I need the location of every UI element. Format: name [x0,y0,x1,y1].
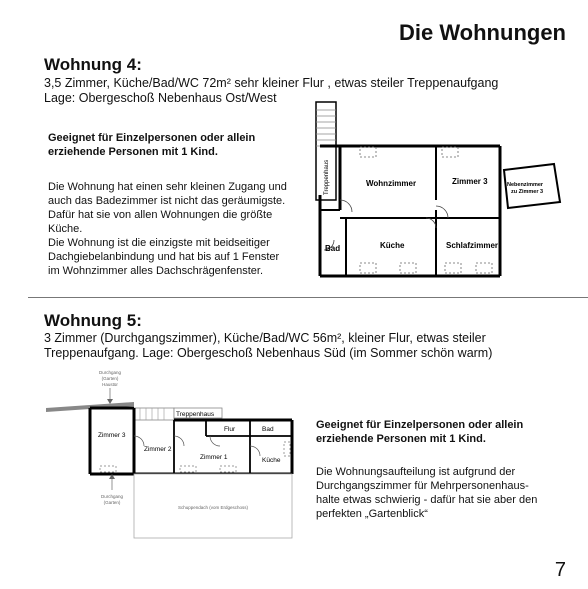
description-line: Dachgiebelanbindung und hat bis auf 1 Fenster [48,251,280,263]
roof-windows [360,147,492,273]
plan-label-kueche: Küche [380,241,405,250]
description-line: Die Wohnungsaufteilung ist aufgrund der [316,466,516,478]
arrow-top-head [107,399,113,404]
plan-label-bad-w5: Bad [262,426,274,433]
wohnung4-description [48,180,287,278]
plan-label-durchgang-top: Durchgang [98,370,122,375]
wohnung4-suitability-2: erziehende Personen mit 1 Kind. [48,146,218,158]
wohnung4-summary: 3,5 Zimmer, Küche/Bad/WC 72m² sehr kleiner Flur , etwas steiler Treppenaufgang [44,76,499,90]
wohnung4-heading: Wohnung 4: [44,55,142,74]
plan-label-zimmer2: Zimmer 2 [144,446,172,453]
plan-label-flur: Flur [224,426,236,433]
plan-label-treppenhaus-w5: Treppenhaus [176,411,215,418]
description-line: perfekten „Gartenblick“ [316,508,428,520]
plan-label-bad: Bad [325,244,341,253]
wohnung4-suitability-1: Geeignet für Einzelpersonen oder allein [48,132,256,144]
plan-label-zimmer3: Zimmer 3 [452,177,488,186]
plan-label-wohnzimmer: Wohnzimmer [366,179,417,188]
page-number: 7 [554,559,566,581]
wohnung4-floorplan [300,100,568,290]
wohnung5-suitability-2: erziehende Personen mit 1 Kind. [316,433,486,445]
plan-label-haustuer: Haustür [102,382,118,387]
plan-label-garten-top: (Garten) [101,376,119,381]
wohnung5-description [316,465,537,521]
wohnung4-location: Lage: Obergeschoß Nebenhaus Ost/West [44,91,277,105]
description-line: auch das Badezimmer ist nicht das geräumigste. [48,195,286,207]
plan-label-schlafzimmer: Schlafzimmer [446,241,499,250]
plan-label-zimmer3-w5: Zimmer 3 [98,432,126,439]
description-line: Küche. [48,223,83,235]
plan-label-treppenhaus: Treppenhaus [324,159,330,195]
wohnung5-heading: Wohnung 5: [44,311,142,330]
page-title: Die Wohnungen [398,20,566,45]
inner-walls [320,146,500,276]
description-line: Durchgangszimmer für Mehrpersonenhaus- [316,480,529,492]
description-line: Die Wohnung hat einen sehr kleinen Zugang und [48,181,287,193]
plan-label-garten-bottom: (Garten) [103,500,121,505]
plan-label-kueche-w5: Küche [262,457,281,464]
wohnung5-suitability-1: Geeignet für Einzelpersonen oder allein [316,419,524,431]
plan-label-durchgang-bottom: Durchgang [100,494,124,499]
plan-label-schuppendach: Schuppendach (vom Erdgeschoss) [177,505,249,510]
plan-label-zimmer1: Zimmer 1 [200,454,228,461]
wohnung5-summary: 3 Zimmer (Durchgangszimmer), Küche/Bad/WC 56m², kleiner Flur, etwas steiler [44,331,486,345]
plan-label-nebenzimmer-2: zu Zimmer 3 [511,189,544,195]
section-divider [28,297,588,298]
wohnung5-floorplan [40,366,308,546]
description-line: im Wohnzimmer alles Dachschrägenfenster. [48,265,263,277]
description-line: halte etwas schwierig - dafür hat sie aber den [316,494,538,506]
plan-label-nebenzimmer-1: Nebenzimmer [507,182,544,188]
description-line: Die Wohnung ist die einzigste mit beidseitiger [48,237,270,249]
wohnung5-location: Treppenaufgang. Lage: Obergeschoß Nebenhaus Süd (im Sommer schön warm) [44,346,493,360]
description-line: Dafür hat sie von allen Wohnungen die größte [48,209,273,221]
